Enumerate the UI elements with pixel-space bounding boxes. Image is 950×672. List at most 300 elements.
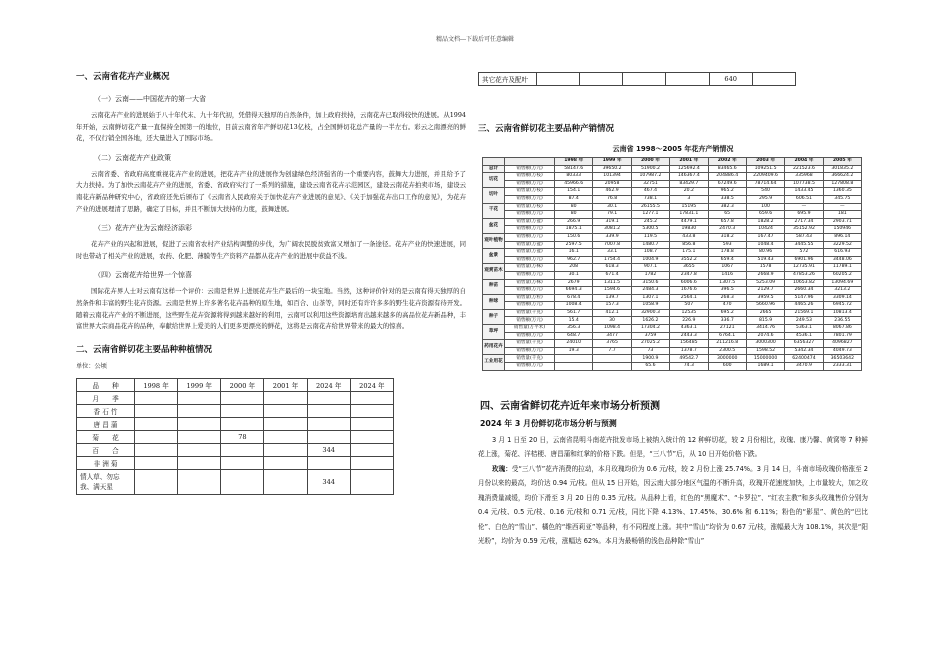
sales-value-cell: 4049.73 <box>823 347 861 355</box>
sales-value-cell: 339.9 <box>593 233 631 241</box>
sales-value-cell: 178.8 <box>708 249 746 257</box>
plant-header-cell: 1999 年 <box>178 378 221 391</box>
sales-row <box>483 347 862 355</box>
sales-value-cell: 3470.9 <box>785 363 823 371</box>
sales-value-cell: 1307.1 <box>631 294 669 302</box>
sales-value-cell: — <box>785 203 823 211</box>
sales-value-cell: 338.5 <box>708 195 746 203</box>
sales-value-cell: 1360.35 <box>823 188 861 196</box>
plant-value-cell <box>350 404 393 417</box>
sales-value-cell: 150946 <box>823 226 861 234</box>
sales-value-cell: 154.1 <box>555 188 593 196</box>
sales-value-cell: 335968 <box>785 173 823 181</box>
sales-value-cell: 127808.8 <box>823 180 861 188</box>
plant-area-table <box>76 378 394 495</box>
sales-value-cell: 1416 <box>708 271 746 279</box>
sales-value-cell: 30.1 <box>593 203 631 211</box>
sales-value-cell <box>555 355 593 363</box>
sales-value-cell: 678.4 <box>555 294 593 302</box>
sales-value-cell: 382.3 <box>708 203 746 211</box>
sales-value-cell: 345.75 <box>823 195 861 203</box>
sales-value-cell: 12535 <box>670 309 708 317</box>
sales-value-cell: 3000000 <box>708 355 746 363</box>
sales-header-cell: 2001 年 <box>670 158 708 166</box>
sales-value-cell: 507 <box>670 302 708 310</box>
plant-value-cell <box>307 417 350 430</box>
sales-value-cell: 6764.1 <box>708 332 746 340</box>
sales-value-cell: 107987.2 <box>631 173 669 181</box>
sales-category-cell: 工业用花 <box>483 355 505 370</box>
sales-value-cell: 540 <box>746 188 784 196</box>
plant-table-row <box>77 456 394 469</box>
sales-value-cell: 1311.5 <box>593 279 631 287</box>
sales-value-cell: 65.6 <box>631 363 669 371</box>
plant-value-cell <box>307 430 350 443</box>
plant-value-cell <box>135 456 178 469</box>
plant-value-cell <box>264 456 307 469</box>
sales-value-cell: 2209409.6 <box>746 173 784 181</box>
sales-value-cell: 2443.3 <box>670 332 708 340</box>
s1-paragraph3: 花卉产业的兴起和进展，促进了云南省农村产业结构调整的步伐，为广阔农民脱贫致富又增加了一条途径。花卉产业的快速进展，同时也带动了相关产业的进展，农药、化肥、薄膜等生产资料产品都从花卉产业的进展中获益不浅。 <box>76 240 466 260</box>
plant-value-cell <box>178 430 221 443</box>
sales-value-cell: 76.8 <box>593 195 631 203</box>
sales-value-cell: 5300.5 <box>631 226 669 234</box>
sales-value-cell: 109251.5 <box>746 165 784 173</box>
sales-value-cell: 7801.79 <box>823 332 861 340</box>
sales-category-cell: 干花 <box>483 203 505 218</box>
sales-value-cell: 462.9 <box>593 188 631 196</box>
sales-value-cell: 2074.6 <box>746 332 784 340</box>
sales-value-cell: 3309.14 <box>823 294 861 302</box>
sales-value-cell <box>593 355 631 363</box>
sales-row <box>483 302 862 310</box>
sales-value-cell: 21569.1 <box>785 309 823 317</box>
plant-table-row <box>77 391 394 404</box>
plant-value-cell <box>264 391 307 404</box>
sales-row <box>483 363 862 371</box>
sales-value-cell: 695.2 <box>708 309 746 317</box>
plant-table-row <box>77 430 394 443</box>
sales-value-cell: 1098.4 <box>593 325 631 333</box>
sales-value-cell: 6006.6 <box>670 279 708 287</box>
sales-header-cell: 2003 年 <box>746 158 784 166</box>
sales-row <box>483 309 862 317</box>
sales-value-cell: 2470.3 <box>708 226 746 234</box>
sales-item-cell: 销售量(万株) <box>505 279 555 287</box>
sales-value-cell: 4096827 <box>823 340 861 348</box>
plant-header-cell: 2000 年 <box>221 378 264 391</box>
sales-value-cell: 73 <box>631 347 669 355</box>
sales-value-cell: 226.9 <box>670 317 708 325</box>
s1-paragraph4: 国际花卉界人士对云南有这样一个评价：云南是世界上进展花卉生产最后的一块宝地。当然，这种评价针对的是云南有得天独厚的自然条件和丰富的野生花卉资源。云南是世界上许多著名花卉品种的原生地，如百合、山茶等，同时还有许许多多的野生花卉资源有待开发。随着云南花卉产业的不断进展，这些野生花卉资源将得到越来越好的利用，云南可以利用这些资源培育出越来越多的高品位花卉新品种，丰富世界大宗商品花卉的品种，奉献给世界上爱美的人们更多更漂亮的鲜花，这将是云南花卉给世界带来的最大的惊喜。 <box>76 287 466 331</box>
sales-value-cell: 1378.7 <box>670 347 708 355</box>
sales-table <box>482 157 862 371</box>
sales-value-cell: 5253.09 <box>746 279 784 287</box>
plant-value-cell <box>178 404 221 417</box>
sales-value-cell: 896.14 <box>823 233 861 241</box>
sales-row <box>483 340 862 348</box>
plant-table-row <box>77 417 394 430</box>
sales-category-cell: 切叶 <box>483 188 505 203</box>
plant-value-cell <box>221 417 264 430</box>
plant-value-cell <box>178 456 221 469</box>
sales-value-cell: 7007.8 <box>593 241 631 249</box>
plant-value-cell <box>350 430 393 443</box>
sales-row <box>483 195 862 203</box>
plant-value-cell <box>264 430 307 443</box>
plant-value-cell <box>307 391 350 404</box>
sales-value-cell: 221523.6 <box>785 165 823 173</box>
sales-value-cell: 12735.91 <box>785 264 823 272</box>
other-flowers-name: 其它花卉及配叶 <box>479 73 537 86</box>
sales-value-cell: 301835.2 <box>823 165 861 173</box>
sales-item-cell: 销售额(万元) <box>505 287 555 295</box>
sales-table-block <box>482 144 864 371</box>
sales-value-cell: 236.55 <box>823 317 861 325</box>
sales-row <box>483 180 862 188</box>
right-column <box>478 74 868 549</box>
sales-value-cell: 11789.1 <box>823 264 861 272</box>
sales-row <box>483 332 862 340</box>
sales-value-cell: 1900.9 <box>631 355 669 363</box>
sales-value-cell: 24010 <box>555 340 593 348</box>
sales-value-cell: 146367.4 <box>670 173 708 181</box>
sales-value-cell <box>593 363 631 371</box>
sales-value-cell: 1828.2 <box>746 218 784 226</box>
sales-value-cell: 80 <box>555 203 593 211</box>
sales-value-cell: 2300.5 <box>708 347 746 355</box>
sales-value-cell: 181 <box>823 211 861 219</box>
plant-header-cell: 品 种 <box>77 378 135 391</box>
sales-value-cell: 659.6 <box>746 211 784 219</box>
sales-value-cell: 4479.1 <box>670 218 708 226</box>
plant-table-row <box>77 404 394 417</box>
plant-value-cell: 344 <box>307 469 350 494</box>
s1-sub1: （一）云南——中国花卉的第一大省 <box>94 95 206 103</box>
sales-value-cell: 1277.1 <box>631 211 669 219</box>
sales-value-cell: 245.2 <box>631 218 669 226</box>
sales-value-cell: 2484.3 <box>631 287 669 295</box>
sales-header-cell <box>505 158 555 166</box>
other-flowers-row <box>478 72 796 86</box>
sales-value-cell: 1676.6 <box>670 287 708 295</box>
sales-item-cell: 销售量(万盆) <box>505 218 555 226</box>
sales-value-cell: 2668.9 <box>746 271 784 279</box>
sales-row <box>483 226 862 234</box>
s1-paragraph1: 云南花卉产业的进展始于八十年代末、九十年代初，凭借得天独厚的自然条件，加上政府扶持，云南花卉已取得较快的进展。从1994年开始，云南鲜切花产量一直保持全国第一的地位，目前云南省年产鲜切花13亿枝，占全国鲜切花总产量的一半左右。彩云之南漂亮的鲜花，不仅行销全国各地，还大量进入了国际市场。 <box>76 111 466 143</box>
sales-value-cell: 6356327 <box>785 340 823 348</box>
sales-value-cell: 1433.45 <box>785 188 823 196</box>
sales-value-cell: 6945.72 <box>823 302 861 310</box>
sales-category-cell: 药用花卉 <box>483 340 505 355</box>
sales-value-cell: 295.9 <box>746 195 784 203</box>
sales-value-cell: 3000300 <box>746 340 784 348</box>
sales-item-cell: 销售额(万元) <box>505 317 555 325</box>
sales-value-cell: 108.7 <box>631 249 669 257</box>
plant-value-cell <box>350 391 393 404</box>
sales-value-cell: 17831.1 <box>670 211 708 219</box>
sales-header-cell: 2005 年 <box>823 158 861 166</box>
sales-value-cell: 268.3 <box>708 294 746 302</box>
sales-value-cell: 32900.3 <box>631 309 669 317</box>
sales-category-cell: 观叶植物 <box>483 233 505 248</box>
sales-value-cell: 74.3 <box>670 363 708 371</box>
sales-item-cell: 销售额(万元) <box>505 211 555 219</box>
sales-item-cell: 销售量(万粒) <box>505 294 555 302</box>
sales-value-cell: 83429.7 <box>670 180 708 188</box>
sales-value-cell: 27121 <box>708 325 746 333</box>
sales-value-cell: 695.9 <box>785 211 823 219</box>
plant-value-cell <box>178 469 221 494</box>
sales-category-cell: 草坪 <box>483 325 505 340</box>
sales-value-cell: 47853.26 <box>785 271 823 279</box>
s1-sub2: （二）云南花卉产业政策 <box>94 153 171 162</box>
sales-value-cell: 8067.86 <box>823 325 861 333</box>
sales-value-cell: 10813.4 <box>823 309 861 317</box>
sales-value-cell: 1782 <box>631 271 669 279</box>
sales-category-cell: 切花 <box>483 173 505 188</box>
plant-value-cell <box>135 391 178 404</box>
sales-value-cell: 815.9 <box>746 317 784 325</box>
sales-value-cell: 856.8 <box>670 241 708 249</box>
sales-header-cell: 1999 年 <box>593 158 631 166</box>
sales-value-cell: 5363.1 <box>785 325 823 333</box>
sales-value-cell: 648.7 <box>555 332 593 340</box>
sales-value-cell: 83465.6 <box>708 165 746 173</box>
plant-value-cell <box>350 443 393 456</box>
sales-value-cell: 15000000 <box>746 355 784 363</box>
sales-value-cell: 3445.55 <box>785 241 823 249</box>
other-flowers-value: 640 <box>709 73 752 86</box>
sales-value-cell: — <box>823 203 861 211</box>
sales-value-cell: 318.2 <box>708 233 746 241</box>
sales-value-cell: 1626.2 <box>631 317 669 325</box>
sales-value-cell: 606.51 <box>785 195 823 203</box>
section3-title: 三、云南省鲜切花主要品种产销情况 <box>478 124 615 134</box>
plant-value-cell <box>178 443 221 456</box>
sales-value-cell: 204886.4 <box>708 173 746 181</box>
sales-value-cell: 39650.2 <box>593 165 631 173</box>
sales-value-cell: 139.7 <box>593 294 631 302</box>
sales-value-cell: 3759 <box>631 332 669 340</box>
sales-value-cell: 6901.96 <box>785 256 823 264</box>
sales-value-cell: 587.43 <box>785 233 823 241</box>
sales-value-cell: 49542.7 <box>670 355 708 363</box>
sales-value-cell: 671.4 <box>593 271 631 279</box>
section2-title: 二、云南省鲜切花主要品种种植情况 <box>76 344 213 355</box>
sales-value-cell: 62400474 <box>785 355 823 363</box>
sales-item-cell: 销售额(万元) <box>505 347 555 355</box>
sales-item-cell: 销售量(万平米) <box>505 325 555 333</box>
sales-value-cell: 80.96 <box>746 249 784 257</box>
plant-table-row <box>77 443 394 456</box>
plant-value-cell <box>350 456 393 469</box>
sales-row <box>483 233 862 241</box>
sales-item-cell: 销售量(千克) <box>505 355 555 363</box>
section4-subtitle: 2024 年 3 月份鲜切花市场分析与预测 <box>480 418 617 428</box>
sales-value-cell: 4465.26 <box>785 302 823 310</box>
sales-header-cell: 2004 年 <box>785 158 823 166</box>
sales-header-cell <box>483 158 505 166</box>
sales-item-cell: 销售额(万元) <box>505 180 555 188</box>
s1-sub4: （四）云南花卉给世界一个惊喜 <box>94 271 192 280</box>
plant-header-cell: 1998 年 <box>135 378 178 391</box>
sales-value-cell: 79.1 <box>593 211 631 219</box>
sales-value-cell: 19.3 <box>555 347 593 355</box>
sales-category-cell: 盆景 <box>483 249 505 264</box>
plant-table-header <box>77 378 394 391</box>
sales-value-cell: 4536.1 <box>785 332 823 340</box>
sales-value-cell: 20.2 <box>670 188 708 196</box>
plant-value-cell <box>221 456 264 469</box>
sales-value-cell: 3552.2 <box>670 256 708 264</box>
plant-value-cell <box>221 469 264 494</box>
section1-title: 一、云南省花卉产业概况 <box>76 72 170 82</box>
sales-value-cell: 119.5 <box>631 233 669 241</box>
sales-item-cell: 销售量(千克) <box>505 309 555 317</box>
sales-value-cell: 51900.2 <box>631 165 669 173</box>
plant-name-cell: 百 合 <box>77 443 135 456</box>
plant-header-cell: 2001 年 <box>264 378 307 391</box>
sales-row <box>483 188 862 196</box>
sales-item-cell: 销售量(千克) <box>505 340 555 348</box>
sales-row <box>483 241 862 249</box>
sales-value-cell: 10653.82 <box>785 279 823 287</box>
sales-value-cell: 3081.2 <box>593 226 631 234</box>
sales-value-cell: 10424 <box>746 226 784 234</box>
sales-row <box>483 165 862 173</box>
sales-value-cell: 208 <box>555 264 593 272</box>
sales-item-cell: 销售额(万元) <box>505 302 555 310</box>
sales-value-cell: 470 <box>708 302 746 310</box>
sales-item-cell: 销售额(万元) <box>505 332 555 340</box>
sales-item-cell: 销售量(万盆) <box>505 241 555 249</box>
sales-value-cell: 2564.1 <box>670 294 708 302</box>
sales-value-cell: 366624.2 <box>823 173 861 181</box>
march-paragraph1: 3 月 1 日至 20 日，云南省昆明斗南花卉批发市场上被纳入统计的 12 种鲜切花，较 2 月份相比，玫瑰、康乃馨、黄窝等 7 种鲜花上涨，菊花、洋桔梗、唐昌蒲和红掌的价格下跌。但是，“三八节”后，从 10 日开始价格下跌。 <box>478 435 868 459</box>
sales-value-cell: 1689.1 <box>746 363 784 371</box>
sales-category-cell: 总计 <box>483 165 505 173</box>
sales-value-cell: 3150.6 <box>631 279 669 287</box>
sales-value-cell: 1004.9 <box>631 256 669 264</box>
sales-value-cell: 16.1 <box>555 249 593 257</box>
sales-row <box>483 355 862 363</box>
plant-value-cell <box>135 404 178 417</box>
sales-value-cell: 266.9 <box>555 218 593 226</box>
march-paragraph2 <box>478 462 868 549</box>
sales-value-cell: 17304.2 <box>631 325 669 333</box>
sales-row <box>483 279 862 287</box>
sales-item-cell: 销售量(万盆) <box>505 249 555 257</box>
sales-category-cell: 盆花 <box>483 218 505 233</box>
sales-item-cell: 销售额(万元) <box>505 256 555 264</box>
plant-name-cell: 非 洲 菊 <box>77 456 135 469</box>
sales-value-cell: 1008.4 <box>555 302 593 310</box>
sales-value-cell: 1480.7 <box>631 241 669 249</box>
sales-value-cell: 26155.5 <box>631 203 669 211</box>
sales-value-cell: 78714.64 <box>746 180 784 188</box>
sales-value-cell: 3959.5 <box>746 294 784 302</box>
sales-row <box>483 317 862 325</box>
sales-value-cell: 33.1 <box>593 249 631 257</box>
s1-sub3: （三）花卉产业为云南经济添彩 <box>94 224 192 233</box>
plant-value-cell <box>221 404 264 417</box>
sales-value-cell: 738.1 <box>631 195 669 203</box>
sales-category-cell: 观赏苗木 <box>483 264 505 279</box>
rose-text: 受“三八节”花卉消费的拉动，本月玫瑰均价为 0.6 元/枝，较 2 月份上涨 25.74%。3 月 14 日，斗南市场玫瑰价格涨至 2 月份以来的最高，均价达 0.94 元/枝。但从 15 日开始，因云南大部分地区气温的不断升高，玫瑰开花速度加快，上市量较大，加之玫瑰消费量减缓，均价下滑至 3 月 20 日的 0.35 元/枝。从品种上看，红色的“黑魔术”、“卡罗拉”、“红衣主教”和多头玫瑰售价分别为 0.4 元/枝、0.5 元/枝、0.16 元/枝和 0.71 元/枝，同比下降 4.13%、17.45%、30.6% 和 6.11%；粉色的“影星”、黄色的“巴比伦”、白色的“雪山”、橘色的“维西莉亚”等品种，有不同程度上涨。其中“雪山”均价为 0.67 元/枝，涨幅最大为 108.1%，其次是“阳光粉”，均价为 0.59 元/枝，涨幅达 62%。本月为最畅销的浅色品种除“雪山” <box>478 464 868 546</box>
sales-value-cell: 150.6 <box>555 233 593 241</box>
plant-name-cell: 唐 昌 蒲 <box>77 417 135 430</box>
sales-value-cell: 2679 <box>555 279 593 287</box>
sales-row <box>483 325 862 333</box>
plant-header-cell: 2024 年 <box>350 378 393 391</box>
sales-value-cell: 2129.7 <box>746 287 784 295</box>
sales-value-cell: 616.93 <box>823 249 861 257</box>
sales-value-cell: 249.53 <box>785 317 823 325</box>
sales-value-cell: 45966.6 <box>555 180 593 188</box>
sales-value-cell: 15195 <box>670 203 708 211</box>
sales-value-cell: 4363.1 <box>670 325 708 333</box>
sales-value-cell: 907.1 <box>631 264 669 272</box>
sales-value-cell: 1598.52 <box>746 347 784 355</box>
sales-value-cell: 3213.2 <box>823 287 861 295</box>
sales-row <box>483 287 862 295</box>
plant-value-cell <box>350 469 393 494</box>
sales-item-cell: 销售额(万元) <box>505 271 555 279</box>
sales-value-cell: 3765 <box>593 340 631 348</box>
sales-value-cell: 80 <box>555 211 593 219</box>
sales-value-cell: 3477 <box>593 332 631 340</box>
sales-row <box>483 211 862 219</box>
sales-header-cell: 2002 年 <box>708 158 746 166</box>
sales-value-cell: 618.3 <box>593 264 631 272</box>
plant-name-cell: 情人草、勿忘我、满天星 <box>77 469 135 494</box>
sales-value-cell: 101394 <box>593 173 631 181</box>
sales-value-cell: 20958 <box>593 180 631 188</box>
sales-value-cell: 657.8 <box>708 218 746 226</box>
sales-value-cell: 7.7 <box>593 347 631 355</box>
section4-title: 四、云南省鲜切花卉近年来市场分析预测 <box>480 400 660 412</box>
sales-value-cell: 100 <box>746 203 784 211</box>
sales-value-cell: 27025.2 <box>631 340 669 348</box>
sales-row <box>483 256 862 264</box>
sales-value-cell: 15.4 <box>555 317 593 325</box>
sales-row <box>483 173 862 181</box>
sales-row <box>483 271 862 279</box>
plant-value-cell <box>221 443 264 456</box>
sales-value-cell: 3 <box>670 195 708 203</box>
sales-value-cell: 211216.8 <box>708 340 746 348</box>
sales-header-cell: 2000 年 <box>631 158 669 166</box>
sales-value-cell: 433.8 <box>670 233 708 241</box>
sales-value-cell: 36503642 <box>823 355 861 363</box>
sales-value-cell: 67249.6 <box>708 180 746 188</box>
sales-category-cell: 种苗 <box>483 279 505 294</box>
sales-value-cell: 412.1 <box>593 309 631 317</box>
plant-value-cell <box>307 456 350 469</box>
sales-value-cell: 467.4 <box>631 188 669 196</box>
sales-row <box>483 264 862 272</box>
sales-value-cell: 2717.34 <box>785 218 823 226</box>
sales-value-cell: 30 <box>593 317 631 325</box>
sales-value-cell: 561.7 <box>555 309 593 317</box>
sales-value-cell: 65 <box>708 211 746 219</box>
sales-category-cell: 种子 <box>483 309 505 324</box>
sales-value-cell: 30.1 <box>555 271 593 279</box>
sales-value-cell: 2333.31 <box>823 363 861 371</box>
plant-value-cell <box>221 391 264 404</box>
plant-value-cell <box>178 417 221 430</box>
